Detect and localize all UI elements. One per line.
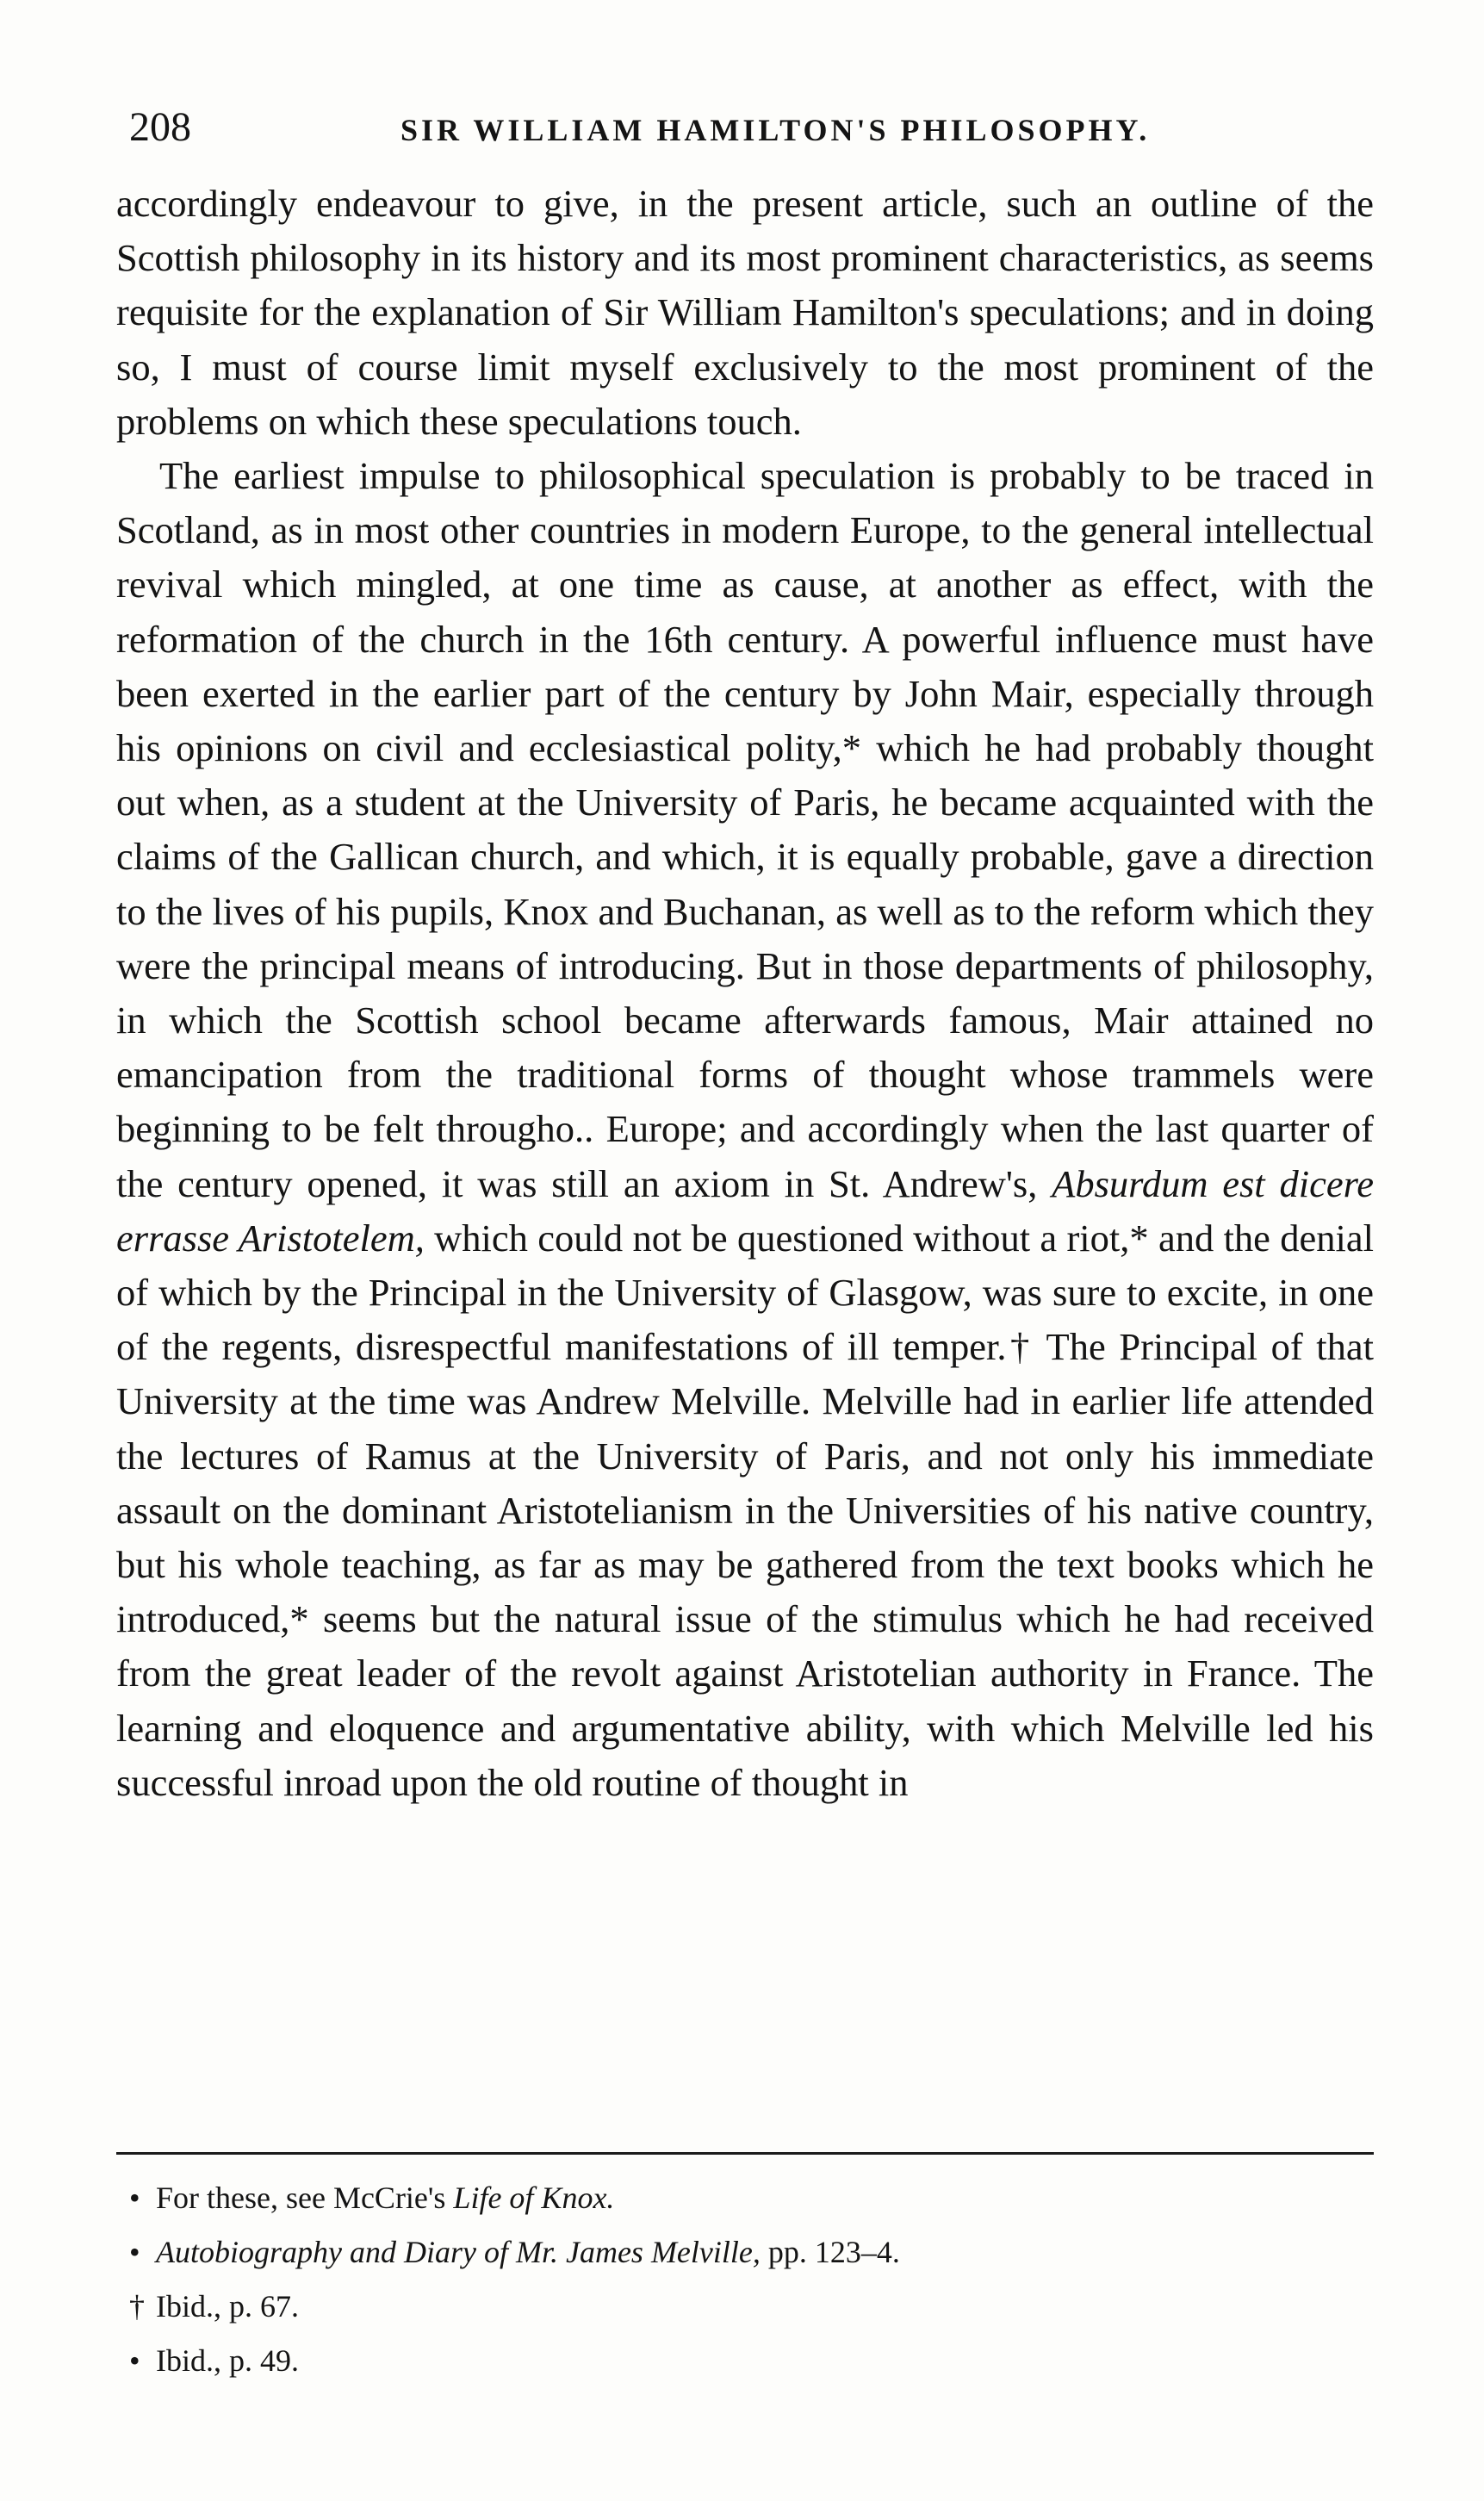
footnote-text: Ibid., p. 49.	[156, 2343, 299, 2378]
footnote-mark: •	[129, 2343, 140, 2378]
text-run: which could not be questioned without a riot,* and the denial of which by the Principal in the University of Glasgow, was sure to excite, in one of the regents, disrespectful manifestations of ill temper.† The Principal of that University at the time was Andrew Melville. Melville had in earlier life attended the lectures of Ramus at the University of Paris, and not only his immediate assault on the dominant Aristotelianism in the Universities of his native country, but his whole teaching, as far as may be gathered from the text books which he introduced,* seems but the natural issue of the stimulus which he had received from the great leader of the revolt against Aristotelian authority in France. The learning and eloquence and argumentative ability, with which Melville led his successful inroad upon the old routine of thought in	[116, 1216, 1374, 1804]
footnote	[129, 2280, 1352, 2334]
paragraph	[116, 177, 1374, 449]
paragraph	[116, 449, 1374, 1810]
italic-quote: Absurdum est dicere errasse Aristotelem,	[116, 1161, 1374, 1260]
running-title: SIR WILLIAM HAMILTON'S PHILOSOPHY.	[400, 113, 1151, 147]
footnote-text: Ibid., p. 67.	[156, 2289, 299, 2324]
footnote-mark: •	[129, 2181, 140, 2215]
footnote	[129, 2171, 1352, 2225]
footnote-text: For these, see McCrie's	[156, 2181, 454, 2215]
footnote-mark: •	[129, 2235, 140, 2269]
footnote-title: Autobiography and Diary of Mr. James Melville,	[156, 2235, 761, 2269]
text-run: accordingly endeavour to give, in the present article, such an outline of the Scottish philosophy in its history and its most prominent characteristics, as seems requisite for the explanation of Sir William Hamilton's speculations; and in doing so, I must of course limit myself exclusively to the most prominent of the problems on which these speculations touch.	[116, 182, 1374, 443]
footnote	[129, 2225, 1352, 2280]
text-run: The earliest impulse to philosophical speculation is probably to be traced in Scotland, as in most other countries in modern Europe, to the general intellectual revival which mingled, at one time as cause, at another as effect, with the reformation of the church in the 16th century. A powerful influence must have been exerted in the earlier part of the century by John Mair, especially through his opinions on civil and ecclesiastical polity,* which he had probably thought out when, as a student at the University of Paris, he became acquainted with the claims of the Gallican church, and which, it is equally probable, gave a direction to the lives of his pupils, Knox and Buchanan, as well as to the reform which they were the principal means of introducing. But in those departments of philosophy, in which the Scottish school became afterwards famous, Mair attained no emancipation from the traditional forms of thought whose trammels were beginning to be felt througho.. Europe; and accordingly when the last quarter of the century opened, it was still an axiom in St. Andrew's,	[116, 454, 1374, 1205]
page-header	[116, 102, 1365, 153]
footnote-rule	[116, 2152, 1374, 2155]
footnote-text: pp. 123–4.	[760, 2235, 900, 2269]
footnote	[129, 2334, 1352, 2388]
footnotes	[129, 2171, 1352, 2388]
page-number: 208	[129, 104, 191, 150]
footnote-mark: †	[129, 2289, 145, 2324]
footnote-title: Life of Knox.	[453, 2181, 615, 2215]
body-text	[116, 177, 1374, 1810]
